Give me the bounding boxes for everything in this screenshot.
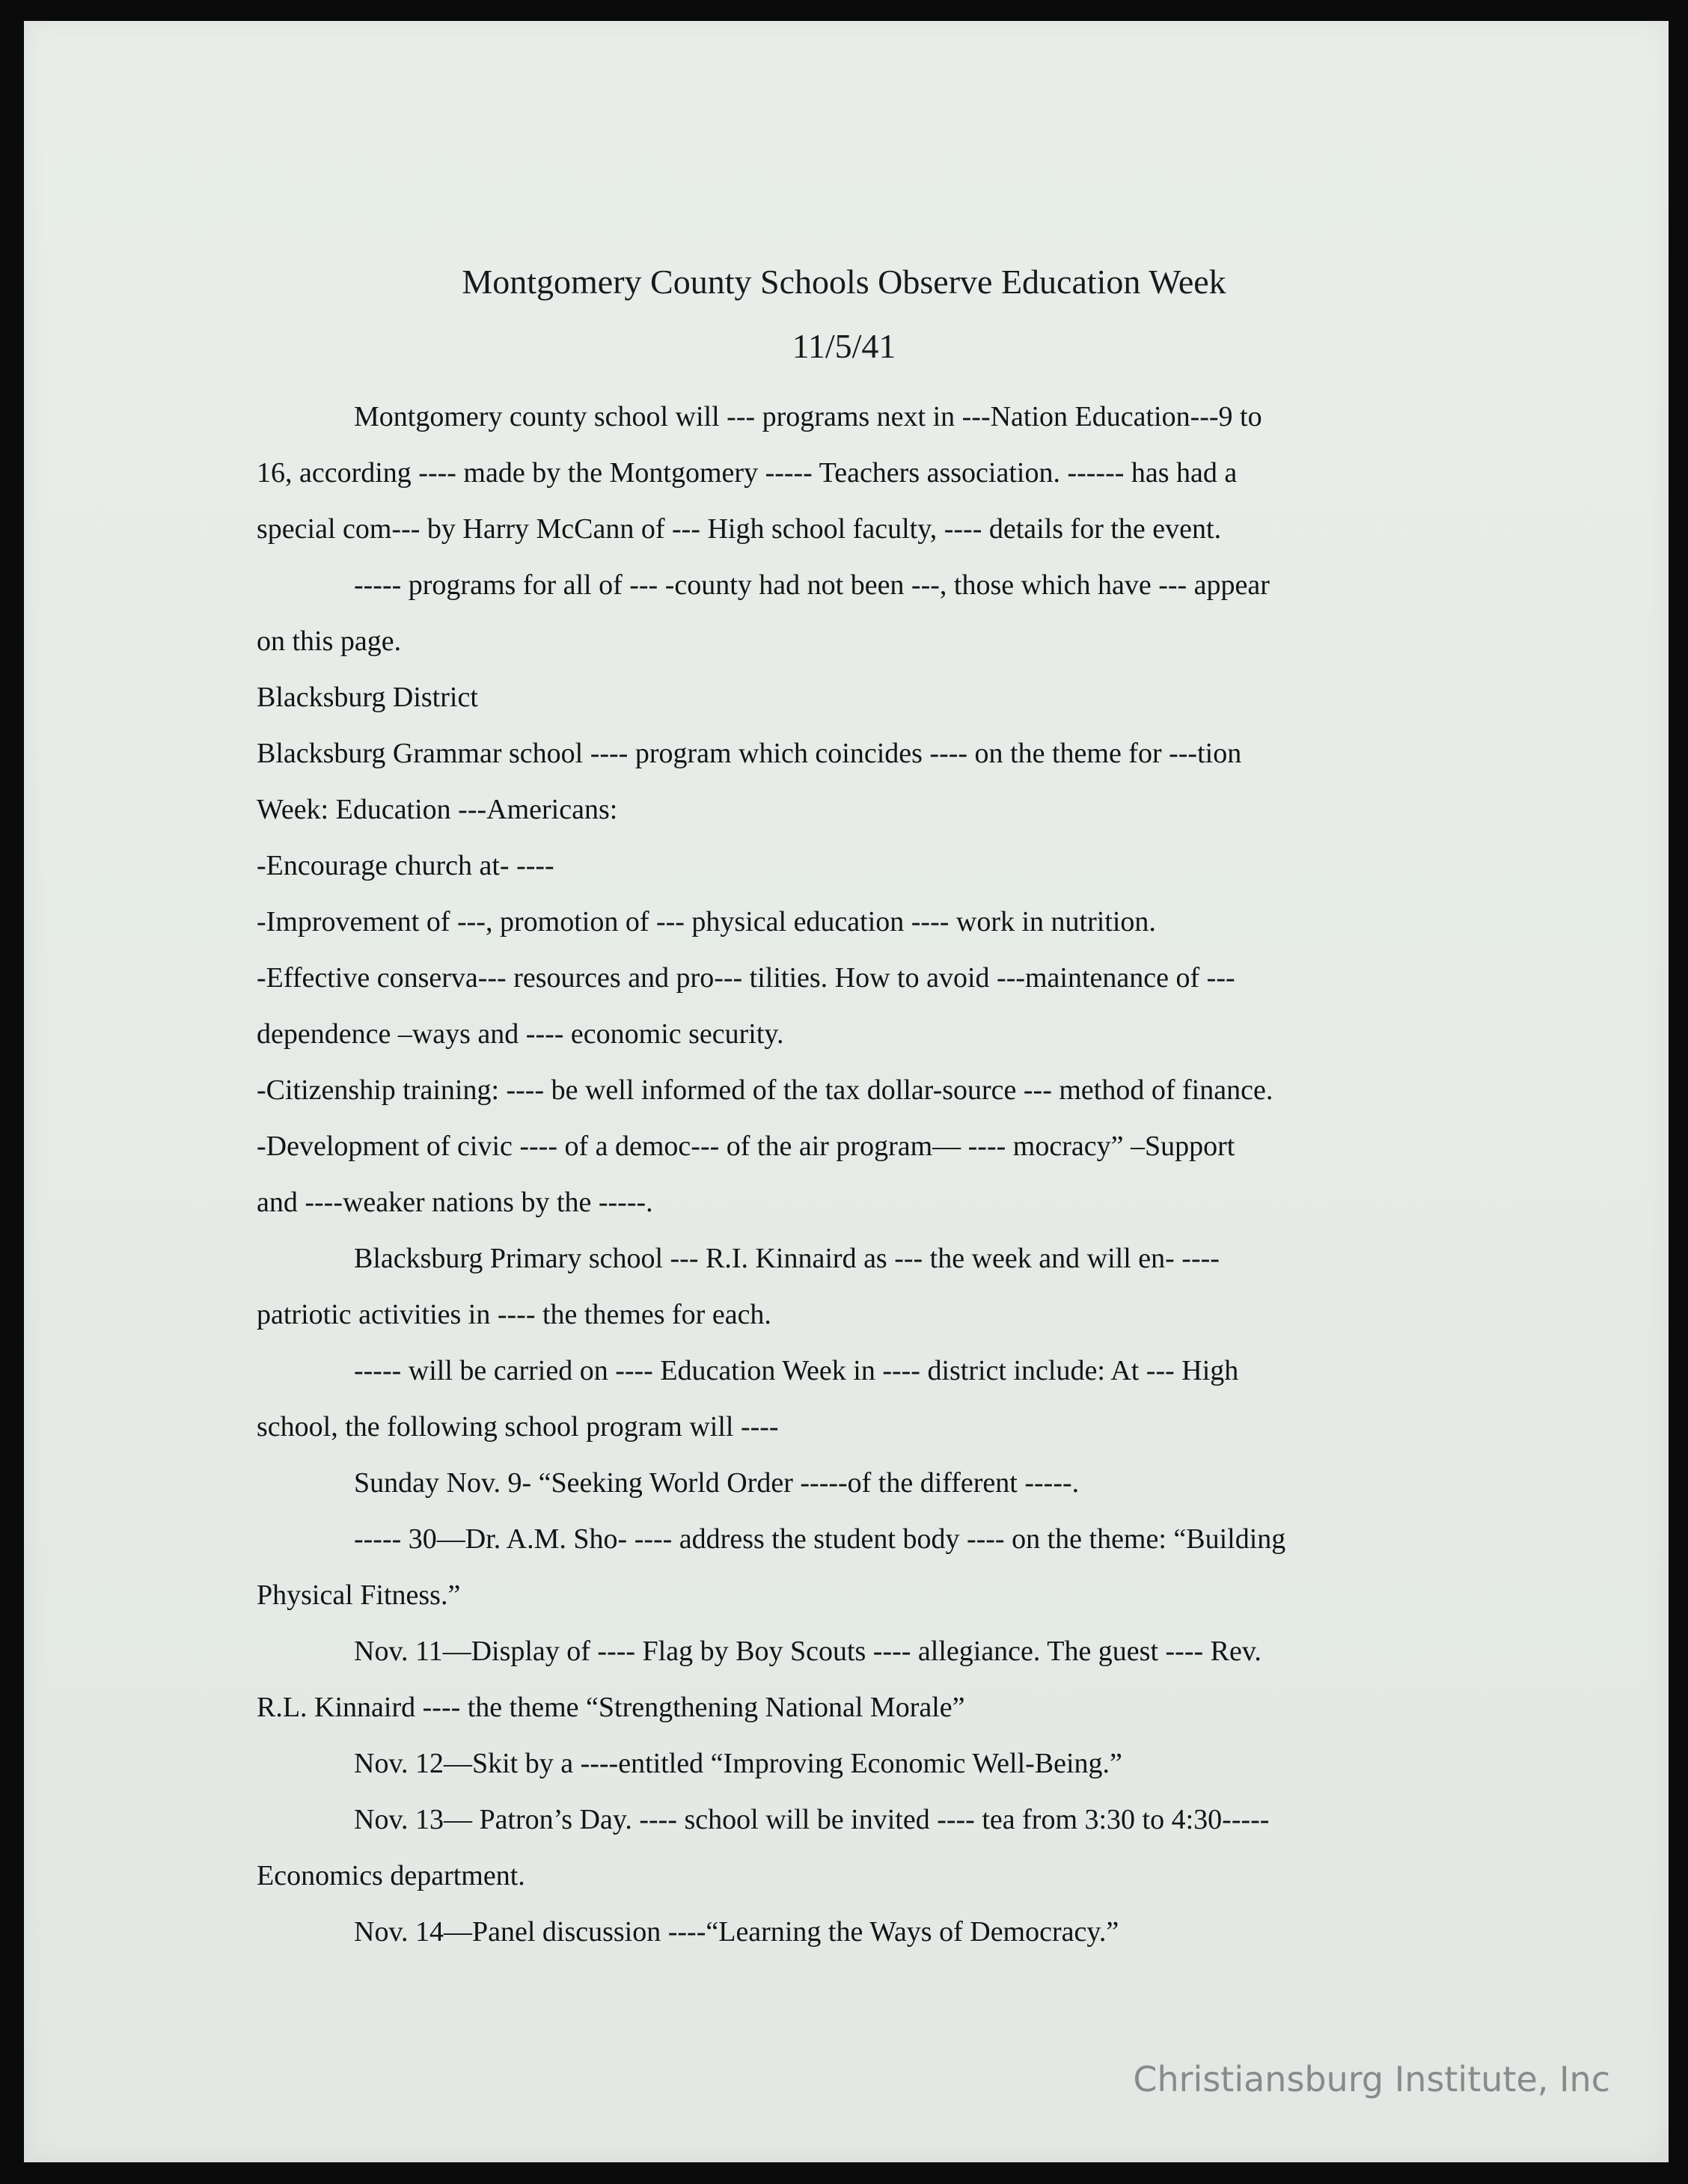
watermark-text: Christiansburg Institute, Inc bbox=[1133, 2059, 1610, 2099]
document-title: Montgomery County Schools Observe Education Week bbox=[462, 263, 1226, 301]
body-line: Montgomery county school will --- programs next in ---Nation Education---9 to bbox=[354, 401, 1262, 432]
body-line: Week: Education ---Americans: bbox=[257, 794, 618, 825]
section-heading: Blacksburg District bbox=[257, 682, 478, 713]
list-item: and ----weaker nations by the -----. bbox=[257, 1187, 653, 1218]
schedule-line: Physical Fitness.” bbox=[257, 1579, 461, 1611]
body-line: ----- programs for all of --- -county had not been ---, those which have --- appear bbox=[354, 569, 1270, 601]
document-date: 11/5/41 bbox=[792, 327, 896, 365]
schedule-line: Nov. 12—Skit by a ----entitled “Improving Economic Well-Being.” bbox=[354, 1748, 1122, 1779]
body-line: special com--- by Harry McCann of --- High school faculty, ---- details for the event. bbox=[257, 513, 1222, 545]
list-item: -Effective conserva--- resources and pro--- tilities. How to avoid ---maintenance of --- bbox=[257, 962, 1235, 994]
body-line: Blacksburg Grammar school ---- program which coincides ---- on the theme for ---tion bbox=[257, 738, 1242, 769]
schedule-line: Economics department. bbox=[257, 1860, 525, 1891]
body-line: school, the following school program will ---- bbox=[257, 1411, 779, 1443]
body-line: on this page. bbox=[257, 625, 402, 657]
list-item: -Development of civic ---- of a democ--- of the air program— ---- mocracy” –Support bbox=[257, 1131, 1235, 1162]
list-item: -Citizenship training: ---- be well informed of the tax dollar-source --- method of finance. bbox=[257, 1074, 1273, 1106]
schedule-line: Nov. 14—Panel discussion ----“Learning the Ways of Democracy.” bbox=[354, 1916, 1119, 1948]
body-line: ----- will be carried on ---- Education Week in ---- district include: At --- High bbox=[354, 1355, 1239, 1386]
body-line: Blacksburg Primary school --- R.I. Kinnaird as --- the week and will en- ---- bbox=[354, 1243, 1220, 1274]
body-line: patriotic activities in ---- the themes for each. bbox=[257, 1299, 771, 1330]
schedule-line: Nov. 11—Display of ---- Flag by Boy Scouts ---- allegiance. The guest ---- Rev. bbox=[354, 1636, 1262, 1667]
list-item: dependence –ways and ---- economic security. bbox=[257, 1018, 784, 1050]
schedule-line: R.L. Kinnaird ---- the theme “Strengthening National Morale” bbox=[257, 1692, 965, 1723]
list-item: -Encourage church at- ---- bbox=[257, 850, 554, 881]
schedule-line: Nov. 13— Patron’s Day. ---- school will be invited ---- tea from 3:30 to 4:30----- bbox=[354, 1804, 1270, 1835]
schedule-line: ----- 30—Dr. A.M. Sho- ---- address the student body ---- on the theme: “Building bbox=[354, 1523, 1286, 1555]
document-body bbox=[257, 389, 1431, 1960]
schedule-line: Sunday Nov. 9- “Seeking World Order -----of the different -----. bbox=[354, 1467, 1080, 1499]
body-line: 16, according ---- made by the Montgomery ----- Teachers association. ------ has had a bbox=[257, 457, 1238, 489]
list-item: -Improvement of ---, promotion of --- physical education ---- work in nutrition. bbox=[257, 906, 1156, 937]
